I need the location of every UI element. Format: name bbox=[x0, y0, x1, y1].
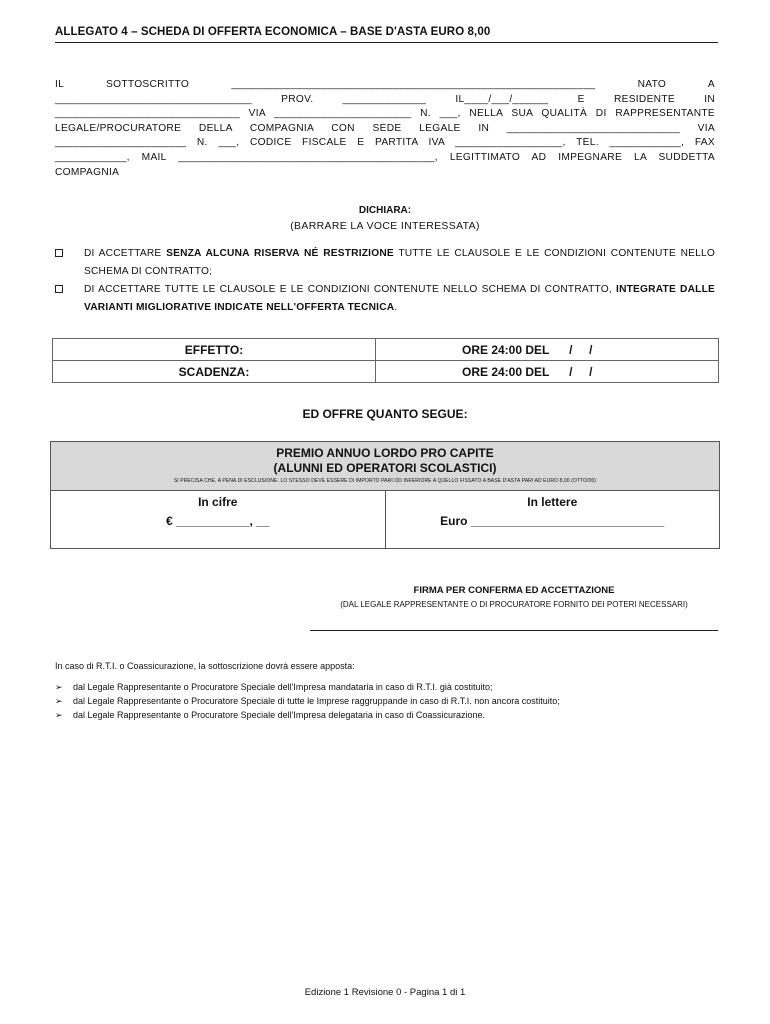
page-footer: Edizione 1 Revisione 0 - Pagina 1 di 1 bbox=[304, 987, 466, 998]
option-text: DI ACCETTARE TUTTE LE CLAUSOLE E LE CONDIZIONI CONTENUTE NELLO SCHEMA DI CONTRATTO, INTEGRATE DALLE VARIANTI MIGLIORATIVE INDICATE NELL'OFFERTA TECNICA. bbox=[84, 284, 716, 313]
amount-figures-label: In cifre bbox=[198, 495, 238, 509]
declaration-title: DICHIARA: bbox=[358, 205, 412, 216]
intro-line: ______________________ N. ___, CODICE FISCALE E PARTITA IVA __________________, TEL. ____________, FAX bbox=[55, 137, 715, 149]
list-item bbox=[55, 694, 560, 708]
validity-label: SCADENZA: bbox=[53, 361, 376, 383]
amount-words-cell[interactable] bbox=[385, 491, 720, 548]
declarant-paragraph bbox=[55, 78, 715, 180]
amount-figures-field[interactable]: € ___________, __ bbox=[166, 514, 270, 528]
table-row bbox=[53, 339, 719, 361]
premium-title: PREMIO ANNUO LORDO PRO CAPITE bbox=[276, 446, 494, 460]
arrow-bullet-icon: ➢ bbox=[55, 710, 63, 720]
list-item-text: dal Legale Rappresentante o Procuratore Speciale dell'Impresa mandataria in caso di R.T.I. già costituito; bbox=[73, 682, 493, 692]
premium-box bbox=[50, 441, 720, 549]
intro-line: LEGALE/PROCURATORE DELLA COMPAGNIA CON SEDE LEGALE IN _____________________________ VIA bbox=[55, 122, 715, 134]
signature-title: FIRMA PER CONFERMA ED ACCETTAZIONE bbox=[413, 585, 615, 596]
signature-block bbox=[310, 585, 718, 611]
list-item-text: dal Legale Rappresentante o Procuratore Speciale di tutte le Imprese raggruppande in caso di R.T.I. non ancora costituito; bbox=[73, 696, 560, 706]
checkbox-icon[interactable] bbox=[55, 249, 63, 257]
document-header: ALLEGATO 4 – SCHEDA DI OFFERTA ECONOMICA – BASE D'ASTA EURO 8,00 bbox=[55, 26, 491, 38]
rti-list bbox=[55, 680, 560, 722]
declaration-subtitle: (BARRARE LA VOCE INTERESSATA) bbox=[290, 221, 480, 232]
premium-amount-row bbox=[51, 491, 719, 548]
list-item-text: dal Legale Rappresentante o Procuratore Speciale dell'Impresa delegataria in caso di Coassicurazione. bbox=[73, 710, 485, 720]
intro-line: ____________, MAIL ___________________________________________, LEGITTIMATO AD IMPEGNARE LA SUDDETTA bbox=[55, 151, 715, 163]
rti-intro: In caso di R.T.I. o Coassicurazione, la sottoscrizione dovrà essere apposta: bbox=[55, 661, 355, 671]
declaration-option-1[interactable] bbox=[55, 245, 715, 281]
amount-figures-cell[interactable] bbox=[51, 491, 385, 548]
arrow-bullet-icon: ➢ bbox=[55, 682, 63, 692]
signature-subtitle: (DAL LEGALE RAPPRESENTANTE O DI PROCURATORE FORNITO DEI POTERI NECESSARI) bbox=[340, 600, 688, 609]
declaration-option-2[interactable] bbox=[55, 281, 715, 317]
premium-note: SI PRECISA CHE, A PENA DI ESCLUSIONE, LO STESSO DEVE ESSERE DI IMPORTO PARI OD INFERIORE A QUELLO FISSATO A BASE D'ASTA PARI AD EURO 8,00 (OTTO/00) bbox=[173, 478, 597, 484]
list-item bbox=[55, 708, 560, 722]
offer-heading: ED OFFRE QUANTO SEGUE: bbox=[302, 407, 468, 421]
amount-words-field[interactable]: Euro _____________________________ bbox=[440, 514, 665, 528]
list-item bbox=[55, 680, 560, 694]
arrow-bullet-icon: ➢ bbox=[55, 696, 63, 706]
checkbox-icon[interactable] bbox=[55, 285, 63, 293]
table-row bbox=[53, 361, 719, 383]
intro-line: _________________________________ PROV. ______________ IL____/___/______ E RESIDENTE IN bbox=[55, 93, 715, 105]
validity-value[interactable]: ORE 24:00 DEL / / bbox=[376, 361, 719, 383]
header-divider bbox=[55, 42, 718, 43]
validity-label: EFFETTO: bbox=[53, 339, 376, 361]
signature-line[interactable] bbox=[310, 630, 718, 631]
intro-line: COMPAGNIA bbox=[55, 166, 120, 178]
premium-subtitle: (ALUNNI ED OPERATORI SCOLASTICI) bbox=[273, 461, 497, 475]
amount-words-label: In lettere bbox=[527, 495, 578, 509]
validity-table bbox=[52, 338, 719, 383]
premium-header bbox=[51, 442, 719, 491]
option-text: DI ACCETTARE SENZA ALCUNA RISERVA NÉ RESTRIZIONE TUTTE LE CLAUSOLE E LE CONDIZIONI CONTENUTE NELLO SCHEMA DI CONTRATTO; bbox=[84, 248, 716, 277]
intro-line: IL SOTTOSCRITTO _____________________________________________________________ NATO A bbox=[55, 79, 715, 90]
intro-line: _______________________________ VIA _______________________ N. ___, NELLA SUA QUALITÀ DI RAPPRESENTANTE bbox=[55, 108, 715, 120]
validity-value[interactable]: ORE 24:00 DEL / / bbox=[376, 339, 719, 361]
